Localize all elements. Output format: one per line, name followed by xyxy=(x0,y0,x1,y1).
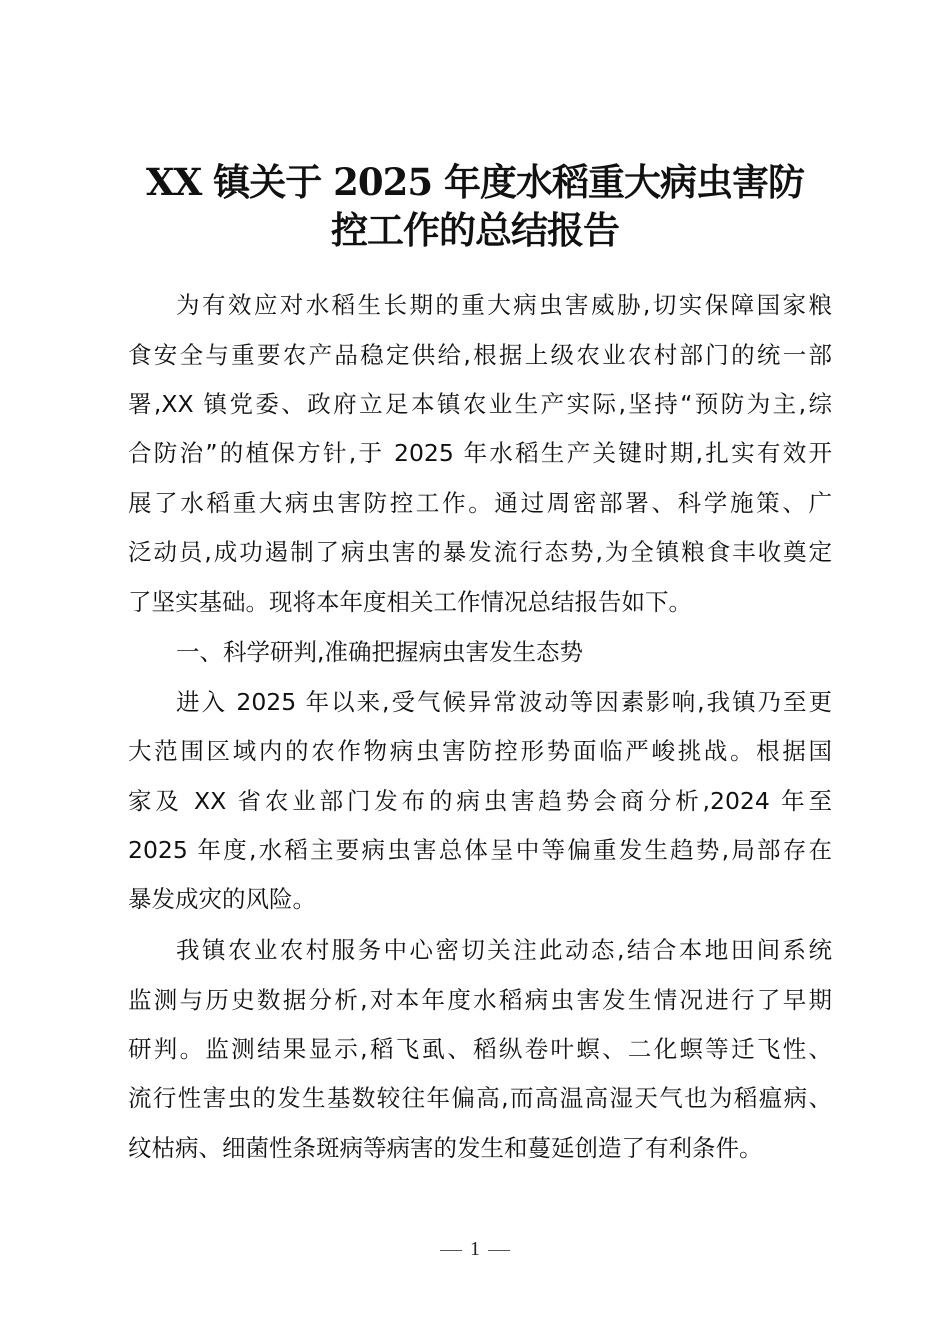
section-heading-1: 一、科学研判,准确把握病虫害发生态势 xyxy=(176,638,583,666)
paragraph-2-line-2: 大范围区域内的农作物病虫害防控形势面临严峻挑战。根据国 xyxy=(128,737,832,765)
paragraph-1-line-3: 署,XX 镇党委、政府立足本镇农业生产实际,坚持“预防为主,综 xyxy=(128,390,832,418)
paragraph-2-line-1: 进入 2025 年以来,受气候异常波动等因素影响,我镇乃至更 xyxy=(176,688,832,716)
paragraph-1-line-5: 展了水稻重大病虫害防控工作。通过周密部署、科学施策、广 xyxy=(128,489,832,517)
paragraph-2-line-3: 家及 XX 省农业部门发布的病虫害趋势会商分析,2024 年至 xyxy=(128,787,832,815)
page-number: 1 xyxy=(470,1238,480,1260)
paragraph-1-line-2: 食安全与重要农产品稳定供给,根据上级农业农村部门的统一部 xyxy=(128,341,832,369)
paragraph-1-line-7: 了坚实基础。现将本年度相关工作情况总结报告如下。 xyxy=(128,588,692,616)
paragraph-1-line-4: 合防治”的植保方针,于 2025 年水稻生产关键时期,扎实有效开 xyxy=(128,439,832,467)
footer-dash-right xyxy=(488,1250,510,1251)
paragraph-3-line-1: 我镇农业农村服务中心密切关注此动态,结合本地田间系统 xyxy=(176,936,832,964)
document-title-line-2: 控工作的总结报告 xyxy=(331,208,619,252)
paragraph-3-line-4: 流行性害虫的发生基数较往年偏高,而高温高湿天气也为稻瘟病、 xyxy=(128,1084,832,1112)
footer-dash-left xyxy=(440,1250,462,1251)
paragraph-1-line-1: 为有效应对水稻生长期的重大病虫害威胁,切实保障国家粮 xyxy=(176,291,832,319)
paragraph-3-line-2: 监测与历史数据分析,对本年度水稻病虫害发生情况进行了早期 xyxy=(128,986,832,1014)
paragraph-1-line-6: 泛动员,成功遏制了病虫害的暴发流行态势,为全镇粮食丰收奠定 xyxy=(128,538,832,566)
paragraph-3-line-5: 纹枯病、细菌性条斑病等病害的发生和蔓延创造了有利条件。 xyxy=(128,1134,763,1162)
paragraph-2-line-5: 暴发成灾的风险。 xyxy=(128,885,316,913)
page-footer xyxy=(0,1238,950,1261)
paragraph-2-line-4: 2025 年度,水稻主要病虫害总体呈中等偏重发生趋势,局部存在 xyxy=(128,836,832,864)
document-title-line-1: XX 镇关于 2025 年度水稻重大病虫害防 xyxy=(145,160,805,204)
paragraph-3-line-3: 研判。监测结果显示,稻飞虱、稻纵卷叶螟、二化螟等迁飞性、 xyxy=(128,1035,832,1063)
